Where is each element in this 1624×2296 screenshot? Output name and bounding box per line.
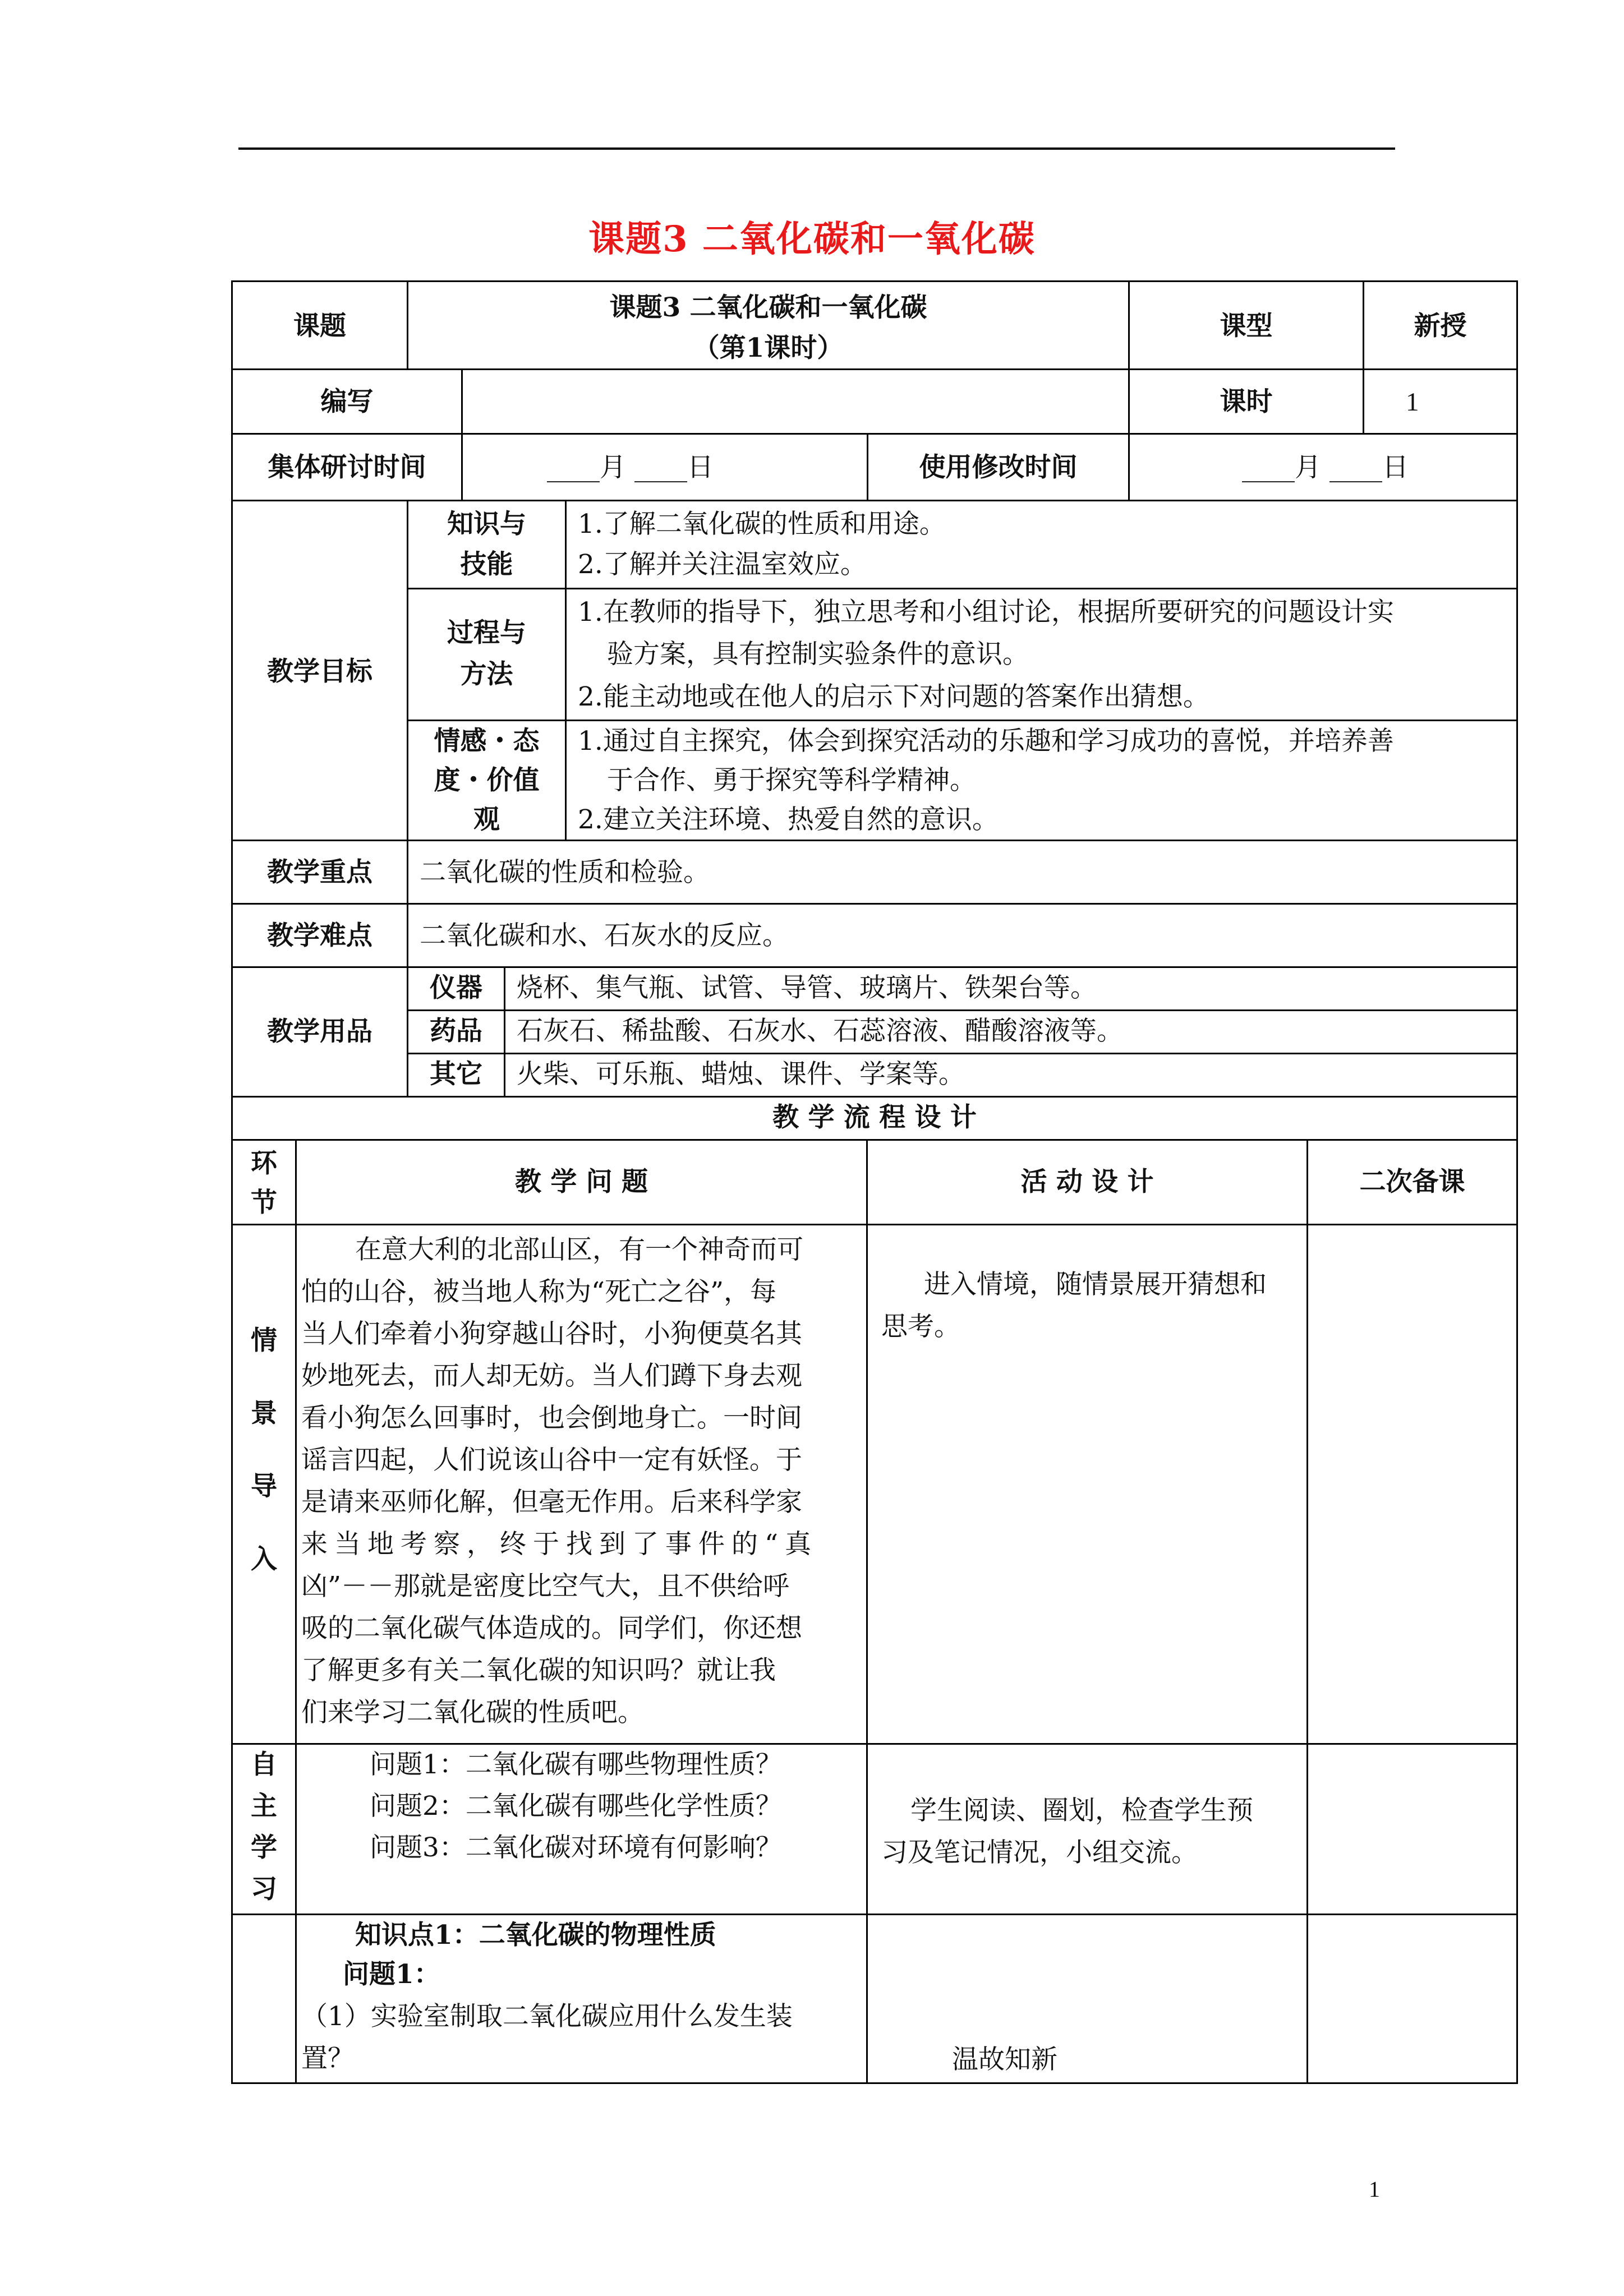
self-study-activity-1: 学生阅读、圈划，检查学生预 (910, 1795, 1253, 1826)
emotion-label-2: 度・价值 (434, 765, 540, 796)
self-study-q3: 问题3：二氧化碳对环境有何影响？ (370, 1832, 782, 1863)
flow-heading: 教 学 流 程 设 计 (772, 1102, 977, 1133)
materials-row-2-value-cell (504, 1009, 1518, 1054)
use-time-value: ____月 ____日 (1242, 452, 1409, 483)
col-question-cell (295, 1139, 868, 1225)
intro-stage-cell (231, 1224, 297, 1745)
intro-line-5: 看小狗怎么回事时，也会倒地身亡。一时间 (301, 1403, 802, 1433)
emotion-label-cell (407, 720, 567, 841)
col-activity: 活 动 设 计 (1020, 1167, 1154, 1197)
intro-activity-2: 思考。 (881, 1311, 960, 1342)
self-study-stage-4: 习 (251, 1874, 277, 1905)
kp1-activity: 温故知新 (952, 2044, 1057, 2075)
kp1-q-line-1: （1）实验室制取二氧化碳应用什么发生装 (301, 2001, 793, 2032)
type-label-cell (1128, 280, 1364, 370)
header-rule (238, 147, 1395, 150)
hours-label: 课时 (1220, 386, 1273, 417)
self-study-question-cell (295, 1743, 868, 1915)
intro-question-cell (295, 1224, 868, 1745)
group-time-label: 集体研讨时间 (268, 452, 426, 483)
materials-row-1-value: 烧杯、集气瓶、试管、导管、玻璃片、铁架台等。 (517, 972, 1097, 1003)
kp1-q-line-2: 置？ (301, 2043, 354, 2074)
intro-line-1: 在意大利的北部山区，有一个神奇而可 (355, 1234, 803, 1265)
col-activity-cell (866, 1139, 1308, 1225)
intro-line-4: 妙地死去，而人却无妨。当人们蹲下身去观 (301, 1361, 802, 1391)
materials-row-2-value: 石灰石、稀盐酸、石灰水、石蕊溶液、醋酸溶液等。 (517, 1016, 1123, 1046)
author-value-cell (461, 368, 1130, 435)
self-study-activity-cell (866, 1743, 1308, 1915)
use-time-label: 使用修改时间 (919, 452, 1078, 483)
objectives-label: 教学目标 (267, 656, 372, 687)
emotion-label-3: 观 (473, 804, 500, 835)
key-point-value-cell (407, 840, 1518, 905)
materials-row-1-label: 仪器 (430, 972, 482, 1003)
kp1-activity-cell (866, 1914, 1308, 2084)
intro-stage-1: 情 (251, 1325, 277, 1356)
self-study-prep-cell (1306, 1743, 1518, 1915)
topic-label-cell (231, 280, 408, 370)
process-item-1: 1.在教师的指导下，独立思考和小组讨论，根据所要研究的问题设计实 (578, 597, 1394, 628)
kp1-stage-cell (231, 1914, 297, 2084)
process-content-cell (565, 588, 1518, 721)
knowledge-item-2: 2.了解并关注温室效应。 (578, 549, 867, 580)
kp1-question-cell (295, 1914, 868, 2084)
self-study-stage-1: 自 (251, 1749, 277, 1780)
kp1-prep-cell (1306, 1914, 1518, 2084)
kp1-heading: 知识点1：二氧化碳的物理性质 (355, 1920, 716, 1951)
col-stage-2: 节 (251, 1187, 277, 1218)
emotion-item-1: 1.通过自主探究，体会到探究活动的乐趣和学习成功的喜悦，并培养善 (578, 726, 1394, 757)
hours-value-cell (1363, 368, 1518, 435)
objectives-label-cell (231, 500, 408, 841)
self-study-activity-2: 习及笔记情况，小组交流。 (881, 1837, 1198, 1868)
difficulty-value-cell (407, 903, 1518, 968)
intro-line-11: 了解更多有关二氧化碳的知识吗？就让我 (301, 1655, 776, 1686)
use-time-label-cell (867, 433, 1130, 501)
intro-line-12: 们来学习二氧化碳的性质吧。 (301, 1697, 644, 1728)
intro-stage-2: 景 (251, 1398, 277, 1429)
self-study-q2: 问题2：二氧化碳有哪些化学性质？ (370, 1791, 782, 1822)
intro-line-3: 当人们牵着小狗穿越山谷时，小狗便莫名其 (301, 1318, 802, 1349)
col-prep: 二次备课 (1359, 1167, 1465, 1197)
self-study-stage-cell (231, 1743, 297, 1915)
knowledge-label-2: 技能 (460, 549, 513, 580)
materials-row-2-label-cell (407, 1009, 505, 1054)
intro-activity-cell (866, 1224, 1308, 1745)
materials-row-1-label-cell (407, 966, 505, 1011)
intro-line-10: 吸的二氧化碳气体造成的。同学们，你还想 (301, 1613, 802, 1644)
self-study-stage-3: 学 (251, 1832, 277, 1863)
materials-row-2-label: 药品 (430, 1016, 482, 1046)
group-time-value-cell (461, 433, 868, 501)
type-value: 新授 (1414, 311, 1467, 342)
materials-row-3-value: 火柴、可乐瓶、蜡烛、课件、学案等。 (517, 1059, 965, 1090)
intro-line-6: 谣言四起，人们说该山谷中一定有妖怪。于 (301, 1445, 802, 1476)
intro-line-7: 是请来巫师化解，但毫无作用。后来科学家 (301, 1487, 802, 1518)
knowledge-label-cell (407, 500, 567, 589)
use-time-value-cell (1128, 433, 1518, 501)
hours-label-cell (1128, 368, 1364, 435)
materials-row-3-label: 其它 (430, 1059, 482, 1090)
intro-line-9: 凶”－－那就是密度比空气大，且不供给呼 (301, 1571, 790, 1602)
emotion-label-1: 情感・态 (434, 726, 540, 757)
emotion-content-cell (565, 720, 1518, 841)
flow-heading-cell (231, 1096, 1518, 1141)
self-study-stage-2: 主 (251, 1791, 277, 1822)
difficulty-label: 教学难点 (267, 920, 372, 951)
topic-value-line2: （第1课时） (693, 333, 844, 363)
intro-activity-1: 进入情境，随情景展开猜想和 (924, 1269, 1267, 1300)
page-title: 课题3 二氧化碳和一氧化碳 (588, 218, 1036, 260)
group-time-value: ____月 ____日 (547, 452, 714, 483)
self-study-q1: 问题1：二氧化碳有哪些物理性质？ (370, 1749, 782, 1780)
intro-line-2: 怕的山谷，被当地人称为“死亡之谷”，每 (301, 1276, 777, 1307)
emotion-item-2: 2.建立关注环境、热爱自然的意识。 (578, 804, 999, 835)
key-point-label: 教学重点 (267, 857, 372, 888)
materials-row-3-label-cell (407, 1053, 505, 1098)
process-label-2: 方法 (460, 659, 513, 690)
key-point-value: 二氧化碳的性质和检验。 (420, 857, 710, 888)
materials-row-1-value-cell (504, 966, 1518, 1011)
key-point-label-cell (231, 840, 408, 905)
hours-value: 1 (1406, 388, 1419, 417)
topic-value-line1: 课题3 二氧化碳和一氧化碳 (609, 292, 927, 323)
group-time-label-cell (231, 433, 463, 501)
difficulty-label-cell (231, 903, 408, 968)
process-item-2: 2.能主动地或在他人的启示下对问题的答案作出猜想。 (578, 681, 1209, 712)
intro-stage-4: 入 (251, 1544, 277, 1575)
knowledge-label-1: 知识与 (447, 509, 526, 540)
author-label: 编写 (320, 386, 374, 417)
process-label-cell (407, 588, 567, 721)
type-value-cell (1363, 280, 1518, 370)
intro-prep-cell (1306, 1224, 1518, 1745)
process-item-1-cont: 验方案，具有控制实验条件的意识。 (607, 639, 1029, 670)
materials-row-3-value-cell (504, 1053, 1518, 1098)
materials-label: 教学用品 (267, 1016, 372, 1047)
type-label: 课型 (1220, 311, 1273, 342)
col-question: 教 学 问 题 (514, 1167, 648, 1197)
page-number: 1 (1369, 2177, 1380, 2202)
intro-line-8: 来当地考察，终于找到了事件的“真 (301, 1529, 818, 1560)
process-label-1: 过程与 (447, 617, 526, 648)
emotion-item-1-cont: 于合作、勇于探究等科学精神。 (607, 765, 976, 796)
col-stage-1: 环 (251, 1148, 277, 1179)
knowledge-content-cell (565, 500, 1518, 589)
col-stage-cell (231, 1139, 297, 1225)
topic-label: 课题 (293, 311, 346, 342)
author-label-cell (231, 368, 463, 435)
topic-value-cell (407, 280, 1130, 370)
kp1-sub: 问题1： (343, 1959, 440, 1990)
col-prep-cell (1306, 1139, 1518, 1225)
materials-label-cell (231, 966, 408, 1098)
knowledge-item-1: 1.了解二氧化碳的性质和用途。 (578, 509, 946, 540)
intro-stage-3: 导 (251, 1471, 277, 1502)
difficulty-value: 二氧化碳和水、石灰水的反应。 (420, 920, 789, 951)
